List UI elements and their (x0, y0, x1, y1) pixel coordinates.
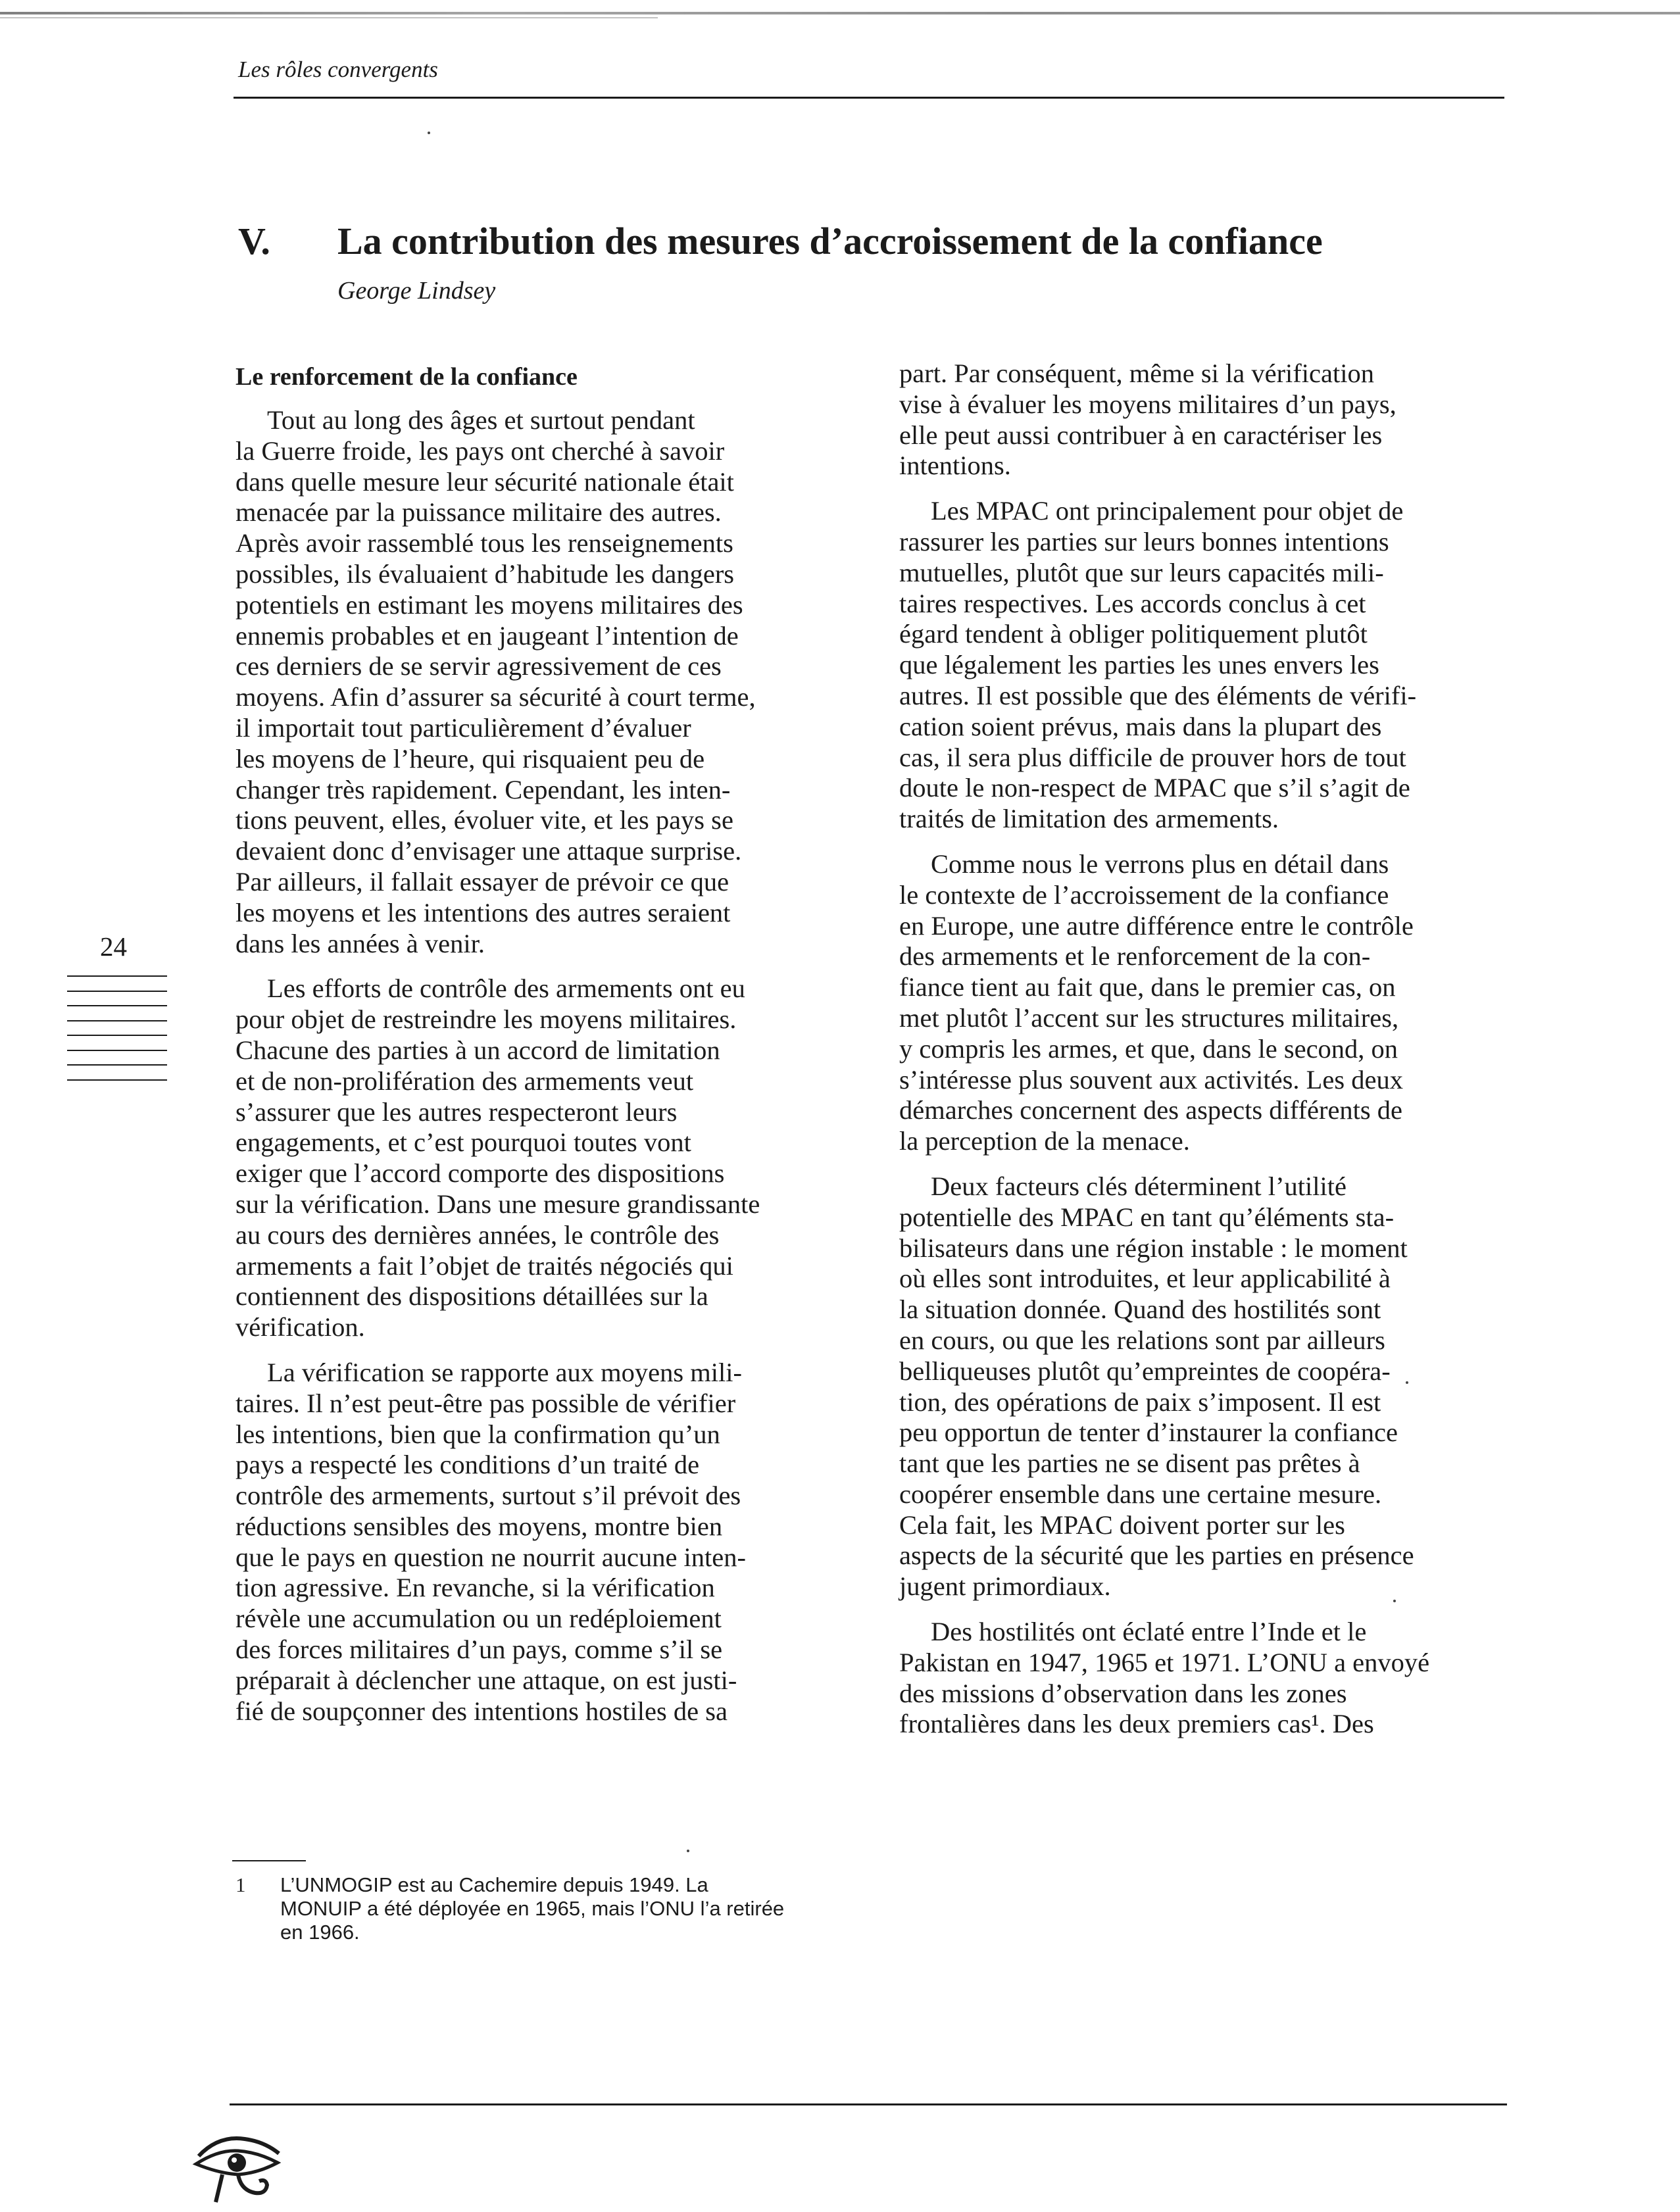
chapter-title: La contribution des mesures d’accroissement de la confiance (337, 220, 1323, 262)
paragraph: Les MPAC ont principalement pour objet de rassurer les parties sur leurs bonnes intentions mutuelles, plutôt que sur leurs capacités mili- taires respectives. Les accords conclus à cet égard tendent à obliger politiquement plutôt que légalement les parties les unes envers les autres. Il est possible que des éléments de vérifi- cation soient prévus, mais dans la plupart des cas, il sera plus difficile de prouver hors de tout doute le non-respect de MPAC que s’il s’agit de traités de limitation des armements. (899, 496, 1417, 834)
paragraph: Comme nous le verrons plus en détail dans le contexte de l’accroissement de la confiance en Europe, une autre différence entre le contrôle des armements et le renforcement de la con- fiance tient au fait que, dans le premier cas, on met plutôt l’accent sur les structures militaires, y compris les armes, et que, dans le second, on s’intéresse plus souvent aux activités. Les deux démarches concernent des aspects différents de la perception de la menace. (899, 848, 1414, 1156)
right-column (899, 358, 1498, 1754)
scan-edge-line (0, 12, 1680, 14)
paragraph: Deux facteurs clés déterminent l’utilité potentielle des MPAC en tant qu’éléments sta- bilisateurs dans une région instable : le moment où elles sont introduites, et leur applicabilité à la situation donnée. Quand des hostilités sont en cours, ou que les relations sont par ailleurs belliqueuses plutôt qu’empreintes de coopéra- tion, des opérations de paix s’imposent. Il est peu opportun de tenter d’instaurer la confiance tant que les parties ne se disent pas prêtes à coopérer ensemble dans une certaine mesure. Cela fait, les MPAC doivent porter sur les aspects de la sécurité que les parties en présence jugent primordiaux. (899, 1171, 1414, 1602)
chapter-number: V. (238, 220, 270, 262)
page-number: 24 (100, 931, 127, 962)
eye-of-horus-icon (192, 2130, 284, 2212)
footnote-text: L’UNMOGIP est au Cachemire depuis 1949. La MONUIP a été déployée en 1965, mais l’ONU l’a retirée en 1966. (280, 1873, 785, 1944)
running-header: Les rôles convergents (238, 57, 438, 82)
header-rule (234, 97, 1504, 99)
footer-rule (230, 2103, 1507, 2105)
paragraph: La vérification se rapporte aux moyens mili- taires. Il n’est peut-être pas possible de vérifier les intentions, bien que la confirmation qu’un pays a respecté les conditions d’un traité de contrôle des armements, surtout s’il prévoit des réductions sensibles des moyens, montre bien que le pays en question ne nourrit aucune inten- tion agressive. En revanche, si la vérification révèle une accumulation ou un redéploiement des forces militaires d’un pays, comme s’il se préparait à déclencher une attaque, on est justi- fié de soupçonner des intentions hostiles de sa (235, 1357, 747, 1726)
scan-speck (428, 132, 430, 134)
paragraph: Les efforts de contrôle des armements ont eu pour objet de restreindre les moyens militaires. Chacune des parties à un accord de limitation et de non-prolifération des armements veut s’assurer que les autres respecteront leurs engagements, et c’est pourquoi toutes vont exiger que l’accord comporte des dispositions sur la vérification. Dans une mesure grandissante au cours des dernières années, le contrôle des armements a fait l’objet de traités négociés qui contiennent des dispositions détaillées sur la vérification. (235, 973, 760, 1342)
margin-rules (67, 975, 167, 1094)
paragraph: Des hostilités ont éclaté entre l’Inde et le Pakistan en 1947, 1965 et 1971. L’ONU a envoyé des missions d’observation dans les zones frontalières dans les deux premiers cas¹. Des (899, 1617, 1430, 1739)
chapter-author: George Lindsey (337, 277, 496, 305)
footnote (235, 1873, 841, 1944)
paragraph-continued: part. Par conséquent, même si la vérification vise à évaluer les moyens militaires d’un pays, elle peut aussi contribuer à en caractériser les intentions. (899, 358, 1396, 481)
scan-speck (1393, 1600, 1396, 1602)
scan-edge-line-secondary (0, 17, 658, 18)
paragraph: Tout au long des âges et surtout pendant la Guerre froide, les pays ont cherché à savoir dans quelle mesure leur sécurité nationale était menacée par la puissance militaire des autres. Après avoir rassemblé tous les renseignements possibles, ils évaluaient d’habitude les dangers potentiels en estimant les moyens militaires des ennemis probables et en jaugeant l’intention de ces derniers de se servir agressivement de ces moyens. Afin d’assurer sa sécurité à court terme, il importait tout particulièrement d’évaluer les moyens de l’heure, qui risquaient peu de changer très rapidement. Cependant, les inten- tions peuvent, elles, évoluer vite, et les pays se devaient donc d’envisager une attaque surprise. Par ailleurs, il fallait essayer de prévoir ce que les moyens et les intentions des autres seraient dans les années à venir. (235, 405, 756, 958)
footnote-rule (232, 1860, 306, 1861)
left-column (235, 362, 834, 1741)
scan-speck (687, 1850, 689, 1852)
scan-speck (1406, 1381, 1408, 1384)
section-heading: Le renforcement de la confiance (235, 363, 578, 391)
footnote-mark: 1 (235, 1873, 246, 1896)
